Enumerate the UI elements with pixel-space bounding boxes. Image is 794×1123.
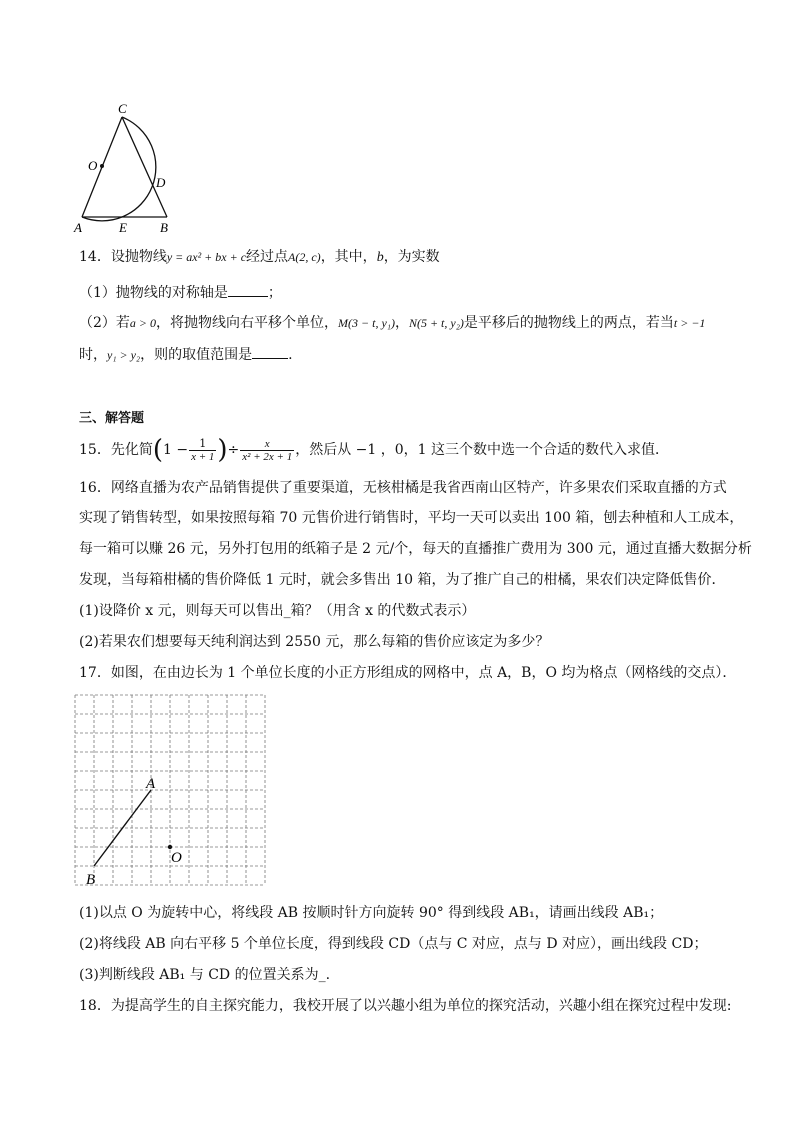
q18-line1: 18．为提高学生的自主探究能力，我校开展了以兴趣小组为单位的探究活动，兴趣小组在探究过程中发现: xyxy=(79,998,732,1014)
label-o: O xyxy=(88,158,98,173)
label-d: D xyxy=(156,175,166,190)
segment-cb xyxy=(122,117,167,217)
point-o xyxy=(100,164,104,168)
q15-line: 15．先化简(1 − $\frac{1}{x + 1}$ )÷ $\frac{x}{\text{x² + 2x + 1}}$ ，然后从 −1 ，0，1 这三个数中选一个合适的数代入求值． xyxy=(79,435,670,465)
label-c: C xyxy=(118,101,127,116)
answer-blank[interactable] xyxy=(252,344,288,359)
q14-line1: 14．设抛物线y = ax² + bx + c经过点A(2, c)，其中，b，为实数 xyxy=(79,249,440,265)
label-o: O xyxy=(171,850,182,866)
q16-sub1: (1)设降价 x 元，则每天可以售出_箱？（用含 x 的代数式表示） xyxy=(79,603,476,619)
q17-sub2: (2)将线段 AB 向右平移 5 个单位长度，得到线段 CD（点与 C 对应，点与 D 对应），画出线段 CD； xyxy=(79,936,708,952)
q16-line2: 实现了销售转型，如果按照每箱 70 元售价进行销售时，平均一天可以卖出 100 箱，刨去种植和人工成本， xyxy=(79,510,744,526)
answer-blank[interactable] xyxy=(228,282,268,297)
q17-intro: 17．如图，在由边长为 1 个单位长度的小正方形组成的网格中，点 A，B，O 均为格点（网格线的交点）． xyxy=(79,665,737,681)
q14-part2-line2: 时，y₁ > y₂，则的取值范围是 . xyxy=(79,344,293,364)
triangle-circle-figure xyxy=(70,100,190,235)
point-o xyxy=(168,845,172,849)
label-b: B xyxy=(160,220,168,235)
grid-lines xyxy=(75,695,265,885)
q14-part1: （1）抛物线的对称轴是 ； xyxy=(79,282,282,302)
q16-line1: 16．网络直播为农产品销售提供了重要渠道，无核柑橘是我省西南山区特产，许多果农们采取直播的方式 xyxy=(79,480,727,496)
q17-sub3: (3)判断线段 AB₁ 与 CD 的位置关系为_. xyxy=(79,967,331,983)
fraction-1: $\frac{1}{x + 1}$ xyxy=(191,436,215,463)
q16-line3: 每一箱可以赚 26 元，另外打包用的纸箱子是 2 元/个，每天的直播推广费用为 300 元，通过直播大数据分析 xyxy=(79,541,752,557)
q14-part2-line1: （2）若a > 0，将抛物线向右平移个单位，M(3 − t, y₁)，N(5 + t, y₂)是平移后的抛物线上的两点，若当t > −1 xyxy=(79,315,706,331)
section-title: 三、解答题 xyxy=(79,411,145,426)
q16-sub2: (2)若果农们想要每天纯利润达到 2550 元，那么每箱的售价应该定为多少？ xyxy=(79,634,550,650)
q16-line4: 发现，当每箱柑橘的售价降低 1 元时，就会多售出 10 箱，为了推广自己的柑橘，果农们决定降低售价． xyxy=(79,572,726,588)
fraction-2: $\frac{x}{\text{x² + 2x + 1}}$ xyxy=(242,437,293,463)
grid-figure xyxy=(70,690,270,890)
label-a: A xyxy=(146,776,156,792)
label-b: B xyxy=(86,872,96,888)
label-e: E xyxy=(119,220,127,235)
label-a: A xyxy=(74,220,82,235)
q17-sub1: (1)以点 O 为旋转中心，将线段 AB 按顺时针方向旋转 90° 得到线段 AB₁，请画出线段 AB₁； xyxy=(79,905,664,921)
